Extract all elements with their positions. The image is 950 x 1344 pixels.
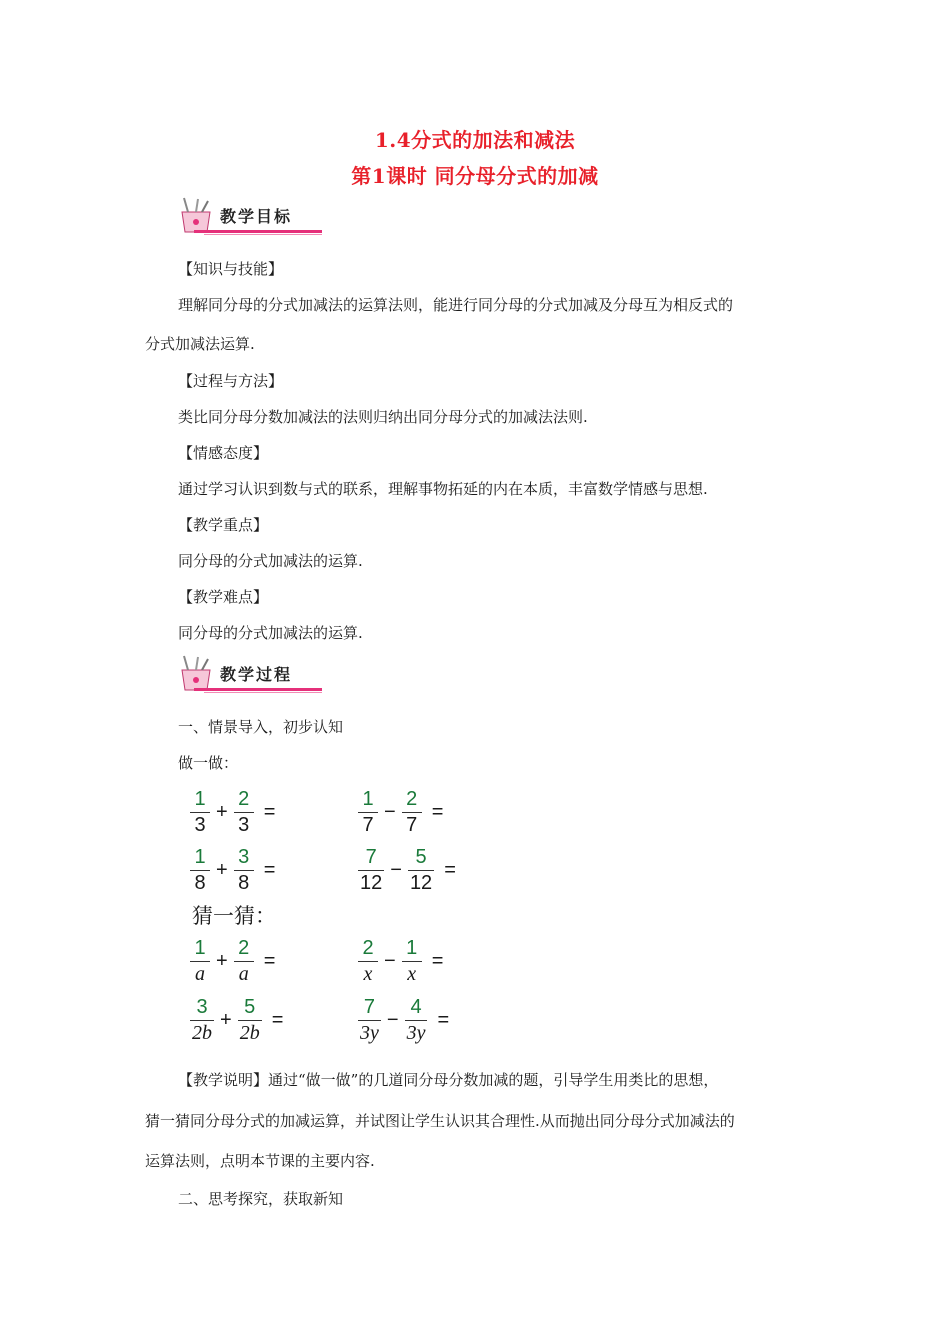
denominator: a bbox=[238, 963, 249, 985]
fraction-exercise bbox=[358, 788, 443, 837]
numerator: 1 bbox=[406, 937, 418, 959]
fraction-exercise bbox=[358, 937, 443, 986]
knowledge-heading: 【知识与技能】 bbox=[178, 260, 284, 278]
difficult-point-text: 同分母的分式加减法的运算. bbox=[178, 624, 363, 642]
operator: + bbox=[216, 859, 228, 881]
banner-underline-thin bbox=[204, 692, 322, 693]
equals-sign: = bbox=[271, 1009, 284, 1031]
numerator: 7 bbox=[363, 996, 375, 1018]
numerator: 3 bbox=[196, 996, 208, 1018]
knowledge-text-line1: 理解同分母的分式加减法的运算法则，能进行同分母的分式加减及分母互为相反式的 bbox=[178, 296, 734, 314]
numerator: 1 bbox=[194, 846, 206, 868]
equals-sign: = bbox=[444, 859, 456, 881]
numerator: 1 bbox=[362, 788, 374, 810]
operator: − bbox=[384, 950, 396, 972]
process-heading: 【过程与方法】 bbox=[178, 372, 284, 390]
emotion-heading: 【情感态度】 bbox=[178, 444, 269, 462]
key-point-text: 同分母的分式加减法的运算. bbox=[178, 552, 363, 570]
equals-sign: = bbox=[263, 801, 276, 823]
denominator: x bbox=[407, 963, 417, 985]
equals-sign: = bbox=[431, 801, 444, 823]
denominator: 7 bbox=[362, 814, 374, 836]
fraction-exercise bbox=[358, 996, 449, 1045]
numerator: 2 bbox=[238, 788, 250, 810]
do-it-label: 做一做： bbox=[178, 754, 239, 772]
emotion-text: 通过学习认识到数与式的联系，理解事物拓延的内在本质，丰富数学情感与思想. bbox=[178, 480, 708, 498]
denominator: x bbox=[363, 963, 373, 985]
banner-underline bbox=[194, 230, 322, 233]
operator: − bbox=[386, 1009, 399, 1031]
equals-sign: = bbox=[431, 950, 444, 972]
denominator: 3 bbox=[238, 814, 250, 836]
fraction-exercise bbox=[190, 846, 275, 895]
operator: − bbox=[384, 801, 396, 823]
fraction-exercise bbox=[358, 846, 456, 895]
equals-sign: = bbox=[437, 1009, 450, 1031]
teaching-note-line1: 【教学说明】通过“做一做”的几道同分母分数加减的题，引导学生用类比的思想， bbox=[178, 1071, 719, 1089]
banner-underline bbox=[194, 688, 322, 691]
denominator: 3 bbox=[194, 814, 206, 836]
teaching-note-line2: 猜一猜同分母分式的加减运算，并试图让学生认识其合理性.从而抛出同分母分式加减法的 bbox=[145, 1112, 735, 1130]
denominator: 2b bbox=[192, 1022, 212, 1044]
lesson-subtitle: 第1课时 同分母分式的加减 bbox=[351, 164, 599, 188]
numerator: 2 bbox=[238, 937, 250, 959]
numerator: 5 bbox=[415, 846, 427, 868]
operator: + bbox=[216, 801, 228, 823]
denominator: 7 bbox=[406, 814, 418, 836]
operator: + bbox=[216, 950, 228, 972]
key-point-heading: 【教学重点】 bbox=[178, 516, 269, 534]
denominator: 3y bbox=[406, 1022, 426, 1044]
denominator: 8 bbox=[194, 872, 206, 894]
banner-teaching-process bbox=[174, 654, 324, 698]
denominator: a bbox=[195, 963, 205, 985]
denominator: 8 bbox=[238, 872, 250, 894]
numerator: 3 bbox=[238, 846, 250, 868]
numerator: 4 bbox=[410, 996, 422, 1018]
operator: + bbox=[220, 1009, 232, 1031]
fraction-exercise bbox=[190, 996, 283, 1045]
banner-teaching-goals bbox=[174, 196, 324, 240]
section-heading-2: 二、思考探究，获取新知 bbox=[178, 1190, 344, 1208]
banner-label: 教学目标 bbox=[220, 207, 293, 226]
equals-sign: = bbox=[263, 950, 276, 972]
guess-label: 猜一猜： bbox=[192, 904, 276, 928]
process-text: 类比同分母分数加减法的法则归纳出同分母分式的加减法法则. bbox=[178, 408, 588, 426]
banner-label: 教学过程 bbox=[220, 665, 293, 684]
equals-sign: = bbox=[263, 859, 276, 881]
numerator: 7 bbox=[365, 846, 377, 868]
banner-underline-thin bbox=[204, 234, 322, 235]
difficult-point-heading: 【教学难点】 bbox=[178, 588, 269, 606]
numerator: 1 bbox=[194, 788, 206, 810]
denominator: 2b bbox=[239, 1022, 260, 1044]
denominator: 12 bbox=[360, 872, 383, 894]
numerator: 1 bbox=[194, 937, 206, 959]
numerator: 5 bbox=[244, 996, 256, 1018]
knowledge-text-line2: 分式加减法运算. bbox=[145, 335, 255, 353]
fraction-exercise bbox=[190, 937, 275, 986]
numerator: 2 bbox=[362, 937, 374, 959]
teaching-note-line3: 运算法则，点明本节课的主要内容. bbox=[145, 1152, 375, 1170]
numerator: 2 bbox=[406, 788, 418, 810]
fraction-exercise bbox=[190, 788, 275, 837]
operator: − bbox=[390, 859, 402, 881]
denominator: 3y bbox=[360, 1022, 379, 1044]
denominator: 12 bbox=[409, 872, 433, 894]
lesson-title: 1.4分式的加法和减法 bbox=[374, 128, 576, 152]
section-heading-1: 一、情景导入，初步认知 bbox=[178, 718, 344, 736]
